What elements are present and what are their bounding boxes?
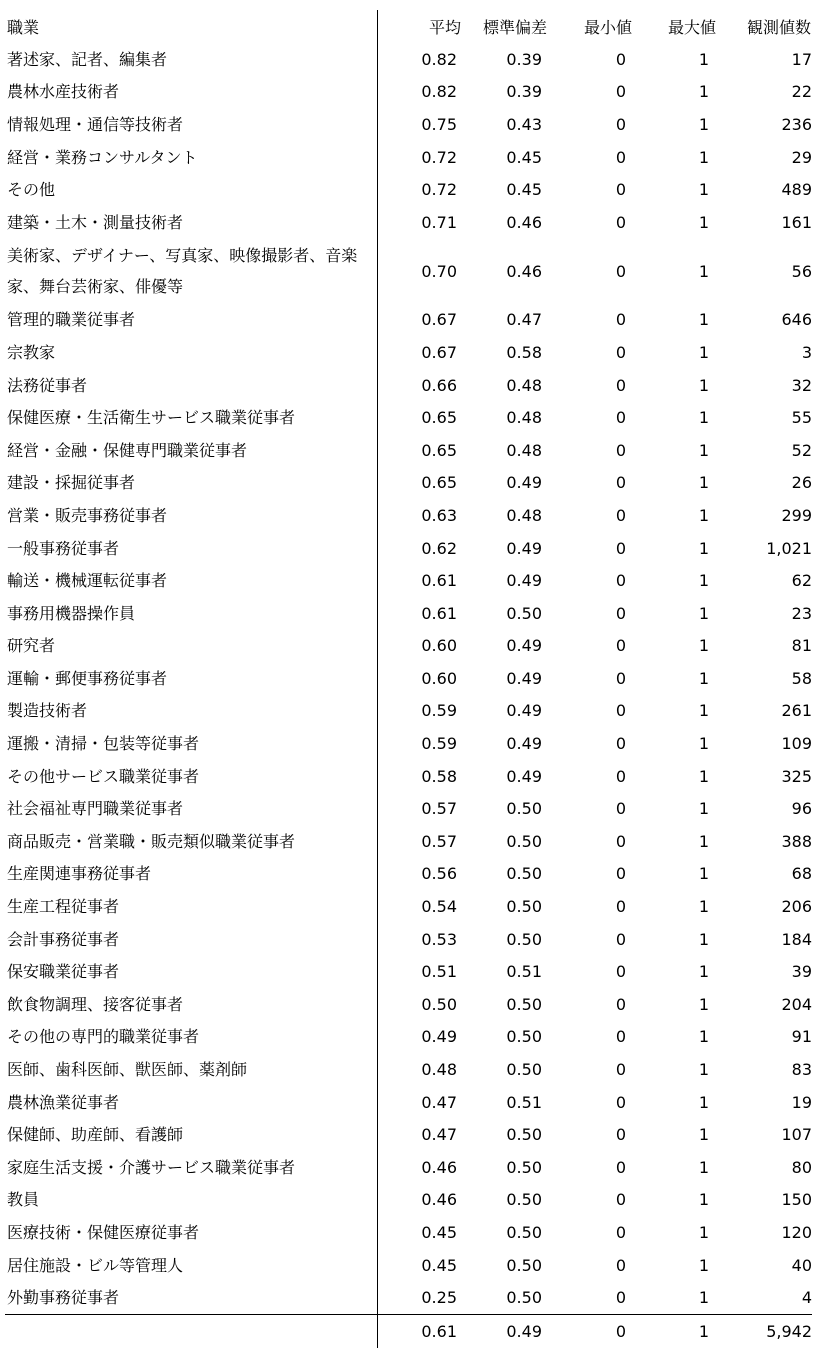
total-max: 1 [633, 1314, 717, 1348]
sd-cell: 0.50 [506, 1027, 542, 1047]
count-cell: 1,021 [766, 538, 812, 558]
mean-cell: 0.82 [421, 49, 457, 69]
max-cell: 1 [698, 180, 709, 200]
mean-cell: 0.50 [421, 994, 457, 1014]
max-cell: 1 [698, 505, 709, 525]
count-cell: 83 [791, 1060, 812, 1080]
header-count: 観測値数 [746, 18, 811, 37]
max-cell: 1 [698, 864, 709, 884]
occupation-cell: 著述家、記者、編集者 [5, 43, 377, 76]
occupation-cell: その他サービス職業従事者 [5, 760, 377, 793]
table-body [5, 43, 812, 1314]
occupation-cell: 会計事務従事者 [5, 923, 377, 956]
max-cell: 1 [698, 962, 709, 982]
sd-cell: 0.49 [506, 766, 542, 786]
mean-cell: 0.63 [421, 505, 457, 525]
max-cell: 1 [698, 538, 709, 558]
table-row [5, 825, 812, 858]
sd-cell: 0.51 [506, 962, 542, 982]
occupation-cell: 外勤事務従事者 [5, 1281, 377, 1314]
table-row [5, 206, 812, 239]
max-cell: 1 [698, 636, 709, 656]
table-row [5, 108, 812, 141]
mean-cell: 0.65 [421, 473, 457, 493]
mean-cell: 0.65 [421, 408, 457, 428]
table-row [5, 597, 812, 630]
occupation-cell: その他の専門的職業従事者 [5, 1021, 377, 1054]
mean-cell: 0.65 [421, 440, 457, 460]
table-row [5, 988, 812, 1021]
min-cell: 0 [615, 1125, 626, 1145]
count-cell: 299 [781, 505, 812, 525]
table-row [5, 499, 812, 532]
sd-cell: 0.48 [506, 440, 542, 460]
count-cell: 80 [791, 1157, 812, 1177]
occupation-cell: 家庭生活支援・介護サービス職業従事者 [5, 1151, 377, 1184]
count-cell: 91 [791, 1027, 812, 1047]
max-cell: 1 [698, 1255, 709, 1275]
mean-cell: 0.62 [421, 538, 457, 558]
table-row [5, 1216, 812, 1249]
mean-cell: 0.75 [421, 114, 457, 134]
mean-cell: 0.58 [421, 766, 457, 786]
sd-cell: 0.46 [506, 261, 542, 281]
count-cell: 150 [781, 1190, 812, 1210]
total-sd: 0.49 [462, 1314, 548, 1348]
sd-cell: 0.50 [506, 799, 542, 819]
count-cell: 58 [791, 668, 812, 688]
min-cell: 0 [615, 668, 626, 688]
table-row [5, 858, 812, 891]
min-cell: 0 [615, 1060, 626, 1080]
table-row [5, 760, 812, 793]
max-cell: 1 [698, 1092, 709, 1112]
occupation-cell: 社会福祉専門職業従事者 [5, 792, 377, 825]
count-cell: 4 [801, 1288, 812, 1308]
max-cell: 1 [698, 408, 709, 428]
mean-cell: 0.61 [421, 603, 457, 623]
sd-cell: 0.45 [506, 180, 542, 200]
occupation-cell: 医師、歯科医師、獣医師、薬剤師 [5, 1053, 377, 1086]
table-row [5, 1184, 812, 1217]
table-row [5, 955, 812, 988]
max-cell: 1 [698, 473, 709, 493]
min-cell: 0 [615, 1157, 626, 1177]
count-cell: 22 [791, 82, 812, 102]
occupation-cell: 運搬・清掃・包装等従事者 [5, 727, 377, 760]
table-row [5, 630, 812, 663]
count-cell: 62 [791, 571, 812, 591]
max-cell: 1 [698, 668, 709, 688]
min-cell: 0 [615, 505, 626, 525]
table-row [5, 43, 812, 76]
mean-cell: 0.67 [421, 342, 457, 362]
max-cell: 1 [698, 1190, 709, 1210]
mean-cell: 0.46 [421, 1190, 457, 1210]
max-cell: 1 [698, 603, 709, 623]
occupation-cell: 経営・金融・保健専門職業従事者 [5, 434, 377, 467]
count-cell: 26 [791, 473, 812, 493]
occupation-cell: 研究者 [5, 630, 377, 663]
total-min: 0 [548, 1314, 633, 1348]
count-cell: 184 [781, 929, 812, 949]
occupation-stats-table [5, 10, 812, 1348]
table-row [5, 532, 812, 565]
count-cell: 17 [791, 49, 812, 69]
count-cell: 96 [791, 799, 812, 819]
occupation-cell: 宗教家 [5, 336, 377, 369]
max-cell: 1 [698, 1157, 709, 1177]
count-cell: 3 [801, 342, 812, 362]
header-sd: 標準偏差 [482, 18, 547, 37]
min-cell: 0 [615, 49, 626, 69]
min-cell: 0 [615, 799, 626, 819]
table-row [5, 1281, 812, 1314]
header-row [5, 10, 812, 43]
count-cell: 204 [781, 994, 812, 1014]
min-cell: 0 [615, 212, 626, 232]
occupation-cell: 法務従事者 [5, 369, 377, 402]
occupation-cell: 農林漁業従事者 [5, 1086, 377, 1119]
sd-cell: 0.51 [506, 1092, 542, 1112]
max-cell: 1 [698, 571, 709, 591]
count-cell: 55 [791, 408, 812, 428]
occupation-cell: 情報処理・通信等技術者 [5, 108, 377, 141]
occupation-cell: 保安職業従事者 [5, 955, 377, 988]
count-cell: 52 [791, 440, 812, 460]
table-row [5, 1086, 812, 1119]
mean-cell: 0.60 [421, 636, 457, 656]
min-cell: 0 [615, 375, 626, 395]
count-cell: 19 [791, 1092, 812, 1112]
sd-cell: 0.50 [506, 1060, 542, 1080]
occupation-cell: 飲食物調理、接客従事者 [5, 988, 377, 1021]
occupation-cell: 輸送・機械運転従事者 [5, 564, 377, 597]
count-cell: 325 [781, 766, 812, 786]
sd-cell: 0.58 [506, 342, 542, 362]
table-row [5, 662, 812, 695]
total-label [5, 1314, 377, 1348]
sd-cell: 0.39 [506, 49, 542, 69]
mean-cell: 0.82 [421, 82, 457, 102]
sd-cell: 0.50 [506, 1190, 542, 1210]
max-cell: 1 [698, 766, 709, 786]
min-cell: 0 [615, 1027, 626, 1047]
count-cell: 40 [791, 1255, 812, 1275]
table-row [5, 1021, 812, 1054]
max-cell: 1 [698, 114, 709, 134]
mean-cell: 0.66 [421, 375, 457, 395]
sd-cell: 0.49 [506, 473, 542, 493]
table-row [5, 695, 812, 728]
sd-cell: 0.50 [506, 994, 542, 1014]
occupation-cell: 営業・販売事務従事者 [5, 499, 377, 532]
occupation-cell: 事務用機器操作員 [5, 597, 377, 630]
min-cell: 0 [615, 342, 626, 362]
mean-cell: 0.70 [421, 261, 457, 281]
min-cell: 0 [615, 636, 626, 656]
mean-cell: 0.45 [421, 1222, 457, 1242]
occupation-cell: 運輸・郵便事務従事者 [5, 662, 377, 695]
count-cell: 120 [781, 1222, 812, 1242]
sd-cell: 0.45 [506, 147, 542, 167]
min-cell: 0 [615, 538, 626, 558]
table-row [5, 1249, 812, 1282]
sd-cell: 0.49 [506, 668, 542, 688]
min-cell: 0 [615, 440, 626, 460]
occupation-cell: 製造技術者 [5, 695, 377, 728]
sd-cell: 0.50 [506, 1255, 542, 1275]
min-cell: 0 [615, 82, 626, 102]
table-row [5, 141, 812, 174]
max-cell: 1 [698, 994, 709, 1014]
occupation-cell: 保健医療・生活衛生サービス職業従事者 [5, 401, 377, 434]
mean-cell: 0.59 [421, 701, 457, 721]
min-cell: 0 [615, 962, 626, 982]
min-cell: 0 [615, 701, 626, 721]
occupation-cell: 教員 [5, 1184, 377, 1217]
mean-cell: 0.72 [421, 147, 457, 167]
total-count: 5,942 [717, 1314, 812, 1348]
table-row [5, 76, 812, 109]
max-cell: 1 [698, 734, 709, 754]
table-row [5, 1053, 812, 1086]
total-mean: 0.61 [377, 1314, 462, 1348]
table-row [5, 923, 812, 956]
header-mean: 平均 [428, 18, 461, 37]
max-cell: 1 [698, 1222, 709, 1242]
count-cell: 23 [791, 603, 812, 623]
total-row [5, 1314, 812, 1348]
header-occupation: 職業 [5, 10, 377, 43]
mean-cell: 0.47 [421, 1125, 457, 1145]
min-cell: 0 [615, 408, 626, 428]
min-cell: 0 [615, 831, 626, 851]
mean-cell: 0.45 [421, 1255, 457, 1275]
table-row [5, 890, 812, 923]
table-row [5, 1118, 812, 1151]
table-row [5, 173, 812, 206]
mean-cell: 0.51 [421, 962, 457, 982]
table-row [5, 467, 812, 500]
header-max: 最大値 [667, 18, 716, 37]
table-row [5, 727, 812, 760]
max-cell: 1 [698, 49, 709, 69]
sd-cell: 0.50 [506, 831, 542, 851]
occupation-cell: その他 [5, 173, 377, 206]
table-row [5, 336, 812, 369]
table-row [5, 369, 812, 402]
mean-cell: 0.72 [421, 180, 457, 200]
min-cell: 0 [615, 994, 626, 1014]
min-cell: 0 [615, 180, 626, 200]
mean-cell: 0.57 [421, 799, 457, 819]
sd-cell: 0.49 [506, 636, 542, 656]
min-cell: 0 [615, 929, 626, 949]
min-cell: 0 [615, 603, 626, 623]
table-row [5, 792, 812, 825]
max-cell: 1 [698, 212, 709, 232]
count-cell: 646 [781, 310, 812, 330]
count-cell: 489 [781, 180, 812, 200]
mean-cell: 0.67 [421, 310, 457, 330]
sd-cell: 0.49 [506, 538, 542, 558]
mean-cell: 0.25 [421, 1288, 457, 1308]
occupation-cell: 建設・採掘従事者 [5, 467, 377, 500]
min-cell: 0 [615, 766, 626, 786]
mean-cell: 0.60 [421, 668, 457, 688]
max-cell: 1 [698, 147, 709, 167]
min-cell: 0 [615, 897, 626, 917]
occupation-cell: 一般事務従事者 [5, 532, 377, 565]
max-cell: 1 [698, 799, 709, 819]
count-cell: 29 [791, 147, 812, 167]
count-cell: 39 [791, 962, 812, 982]
sd-cell: 0.48 [506, 375, 542, 395]
table-row [5, 1151, 812, 1184]
max-cell: 1 [698, 310, 709, 330]
min-cell: 0 [615, 261, 626, 281]
mean-cell: 0.46 [421, 1157, 457, 1177]
occupation-cell: 経営・業務コンサルタント [5, 141, 377, 174]
mean-cell: 0.61 [421, 571, 457, 591]
max-cell: 1 [698, 1288, 709, 1308]
sd-cell: 0.48 [506, 505, 542, 525]
max-cell: 1 [698, 1060, 709, 1080]
min-cell: 0 [615, 1222, 626, 1242]
min-cell: 0 [615, 114, 626, 134]
sd-cell: 0.48 [506, 408, 542, 428]
sd-cell: 0.49 [506, 701, 542, 721]
count-cell: 206 [781, 897, 812, 917]
max-cell: 1 [698, 375, 709, 395]
sd-cell: 0.49 [506, 734, 542, 754]
mean-cell: 0.54 [421, 897, 457, 917]
occupation-cell: 保健師、助産師、看護師 [5, 1118, 377, 1151]
mean-cell: 0.53 [421, 929, 457, 949]
occupation-cell: 商品販売・営業職・販売類似職業従事者 [5, 825, 377, 858]
max-cell: 1 [698, 929, 709, 949]
sd-cell: 0.50 [506, 603, 542, 623]
count-cell: 68 [791, 864, 812, 884]
min-cell: 0 [615, 1092, 626, 1112]
table-row [5, 401, 812, 434]
occupation-cell: 建築・土木・測量技術者 [5, 206, 377, 239]
max-cell: 1 [698, 261, 709, 281]
min-cell: 0 [615, 473, 626, 493]
max-cell: 1 [698, 701, 709, 721]
table-row [5, 239, 812, 304]
occupation-cell: 医療技術・保健医療従事者 [5, 1216, 377, 1249]
max-cell: 1 [698, 440, 709, 460]
min-cell: 0 [615, 1190, 626, 1210]
count-cell: 236 [781, 114, 812, 134]
min-cell: 0 [615, 1255, 626, 1275]
mean-cell: 0.71 [421, 212, 457, 232]
mean-cell: 0.49 [421, 1027, 457, 1047]
occupation-cell: 農林水産技術者 [5, 76, 377, 109]
table-row [5, 304, 812, 337]
sd-cell: 0.50 [506, 897, 542, 917]
sd-cell: 0.50 [506, 1288, 542, 1308]
count-cell: 261 [781, 701, 812, 721]
count-cell: 81 [791, 636, 812, 656]
max-cell: 1 [698, 1027, 709, 1047]
max-cell: 1 [698, 1125, 709, 1145]
sd-cell: 0.47 [506, 310, 542, 330]
sd-cell: 0.43 [506, 114, 542, 134]
sd-cell: 0.50 [506, 1157, 542, 1177]
min-cell: 0 [615, 1288, 626, 1308]
mean-cell: 0.47 [421, 1092, 457, 1112]
count-cell: 388 [781, 831, 812, 851]
sd-cell: 0.50 [506, 929, 542, 949]
header-min: 最小値 [583, 18, 632, 37]
mean-cell: 0.56 [421, 864, 457, 884]
occupation-cell: 美術家、デザイナー、写真家、映像撮影者、音楽家、舞台芸術家、俳優等 [5, 239, 377, 304]
occupation-cell: 管理的職業従事者 [5, 304, 377, 337]
max-cell: 1 [698, 897, 709, 917]
count-cell: 161 [781, 212, 812, 232]
sd-cell: 0.46 [506, 212, 542, 232]
occupation-cell: 生産工程従事者 [5, 890, 377, 923]
occupation-cell: 居住施設・ビル等管理人 [5, 1249, 377, 1282]
min-cell: 0 [615, 571, 626, 591]
mean-cell: 0.48 [421, 1060, 457, 1080]
sd-cell: 0.39 [506, 82, 542, 102]
sd-cell: 0.50 [506, 864, 542, 884]
occupation-cell: 生産関連事務従事者 [5, 858, 377, 891]
max-cell: 1 [698, 82, 709, 102]
max-cell: 1 [698, 342, 709, 362]
min-cell: 0 [615, 147, 626, 167]
count-cell: 32 [791, 375, 812, 395]
min-cell: 0 [615, 734, 626, 754]
min-cell: 0 [615, 864, 626, 884]
count-cell: 109 [781, 734, 812, 754]
count-cell: 56 [791, 261, 812, 281]
sd-cell: 0.49 [506, 571, 542, 591]
sd-cell: 0.50 [506, 1222, 542, 1242]
table-row [5, 564, 812, 597]
min-cell: 0 [615, 310, 626, 330]
count-cell: 107 [781, 1125, 812, 1145]
table-row [5, 434, 812, 467]
max-cell: 1 [698, 831, 709, 851]
mean-cell: 0.57 [421, 831, 457, 851]
sd-cell: 0.50 [506, 1125, 542, 1145]
mean-cell: 0.59 [421, 734, 457, 754]
